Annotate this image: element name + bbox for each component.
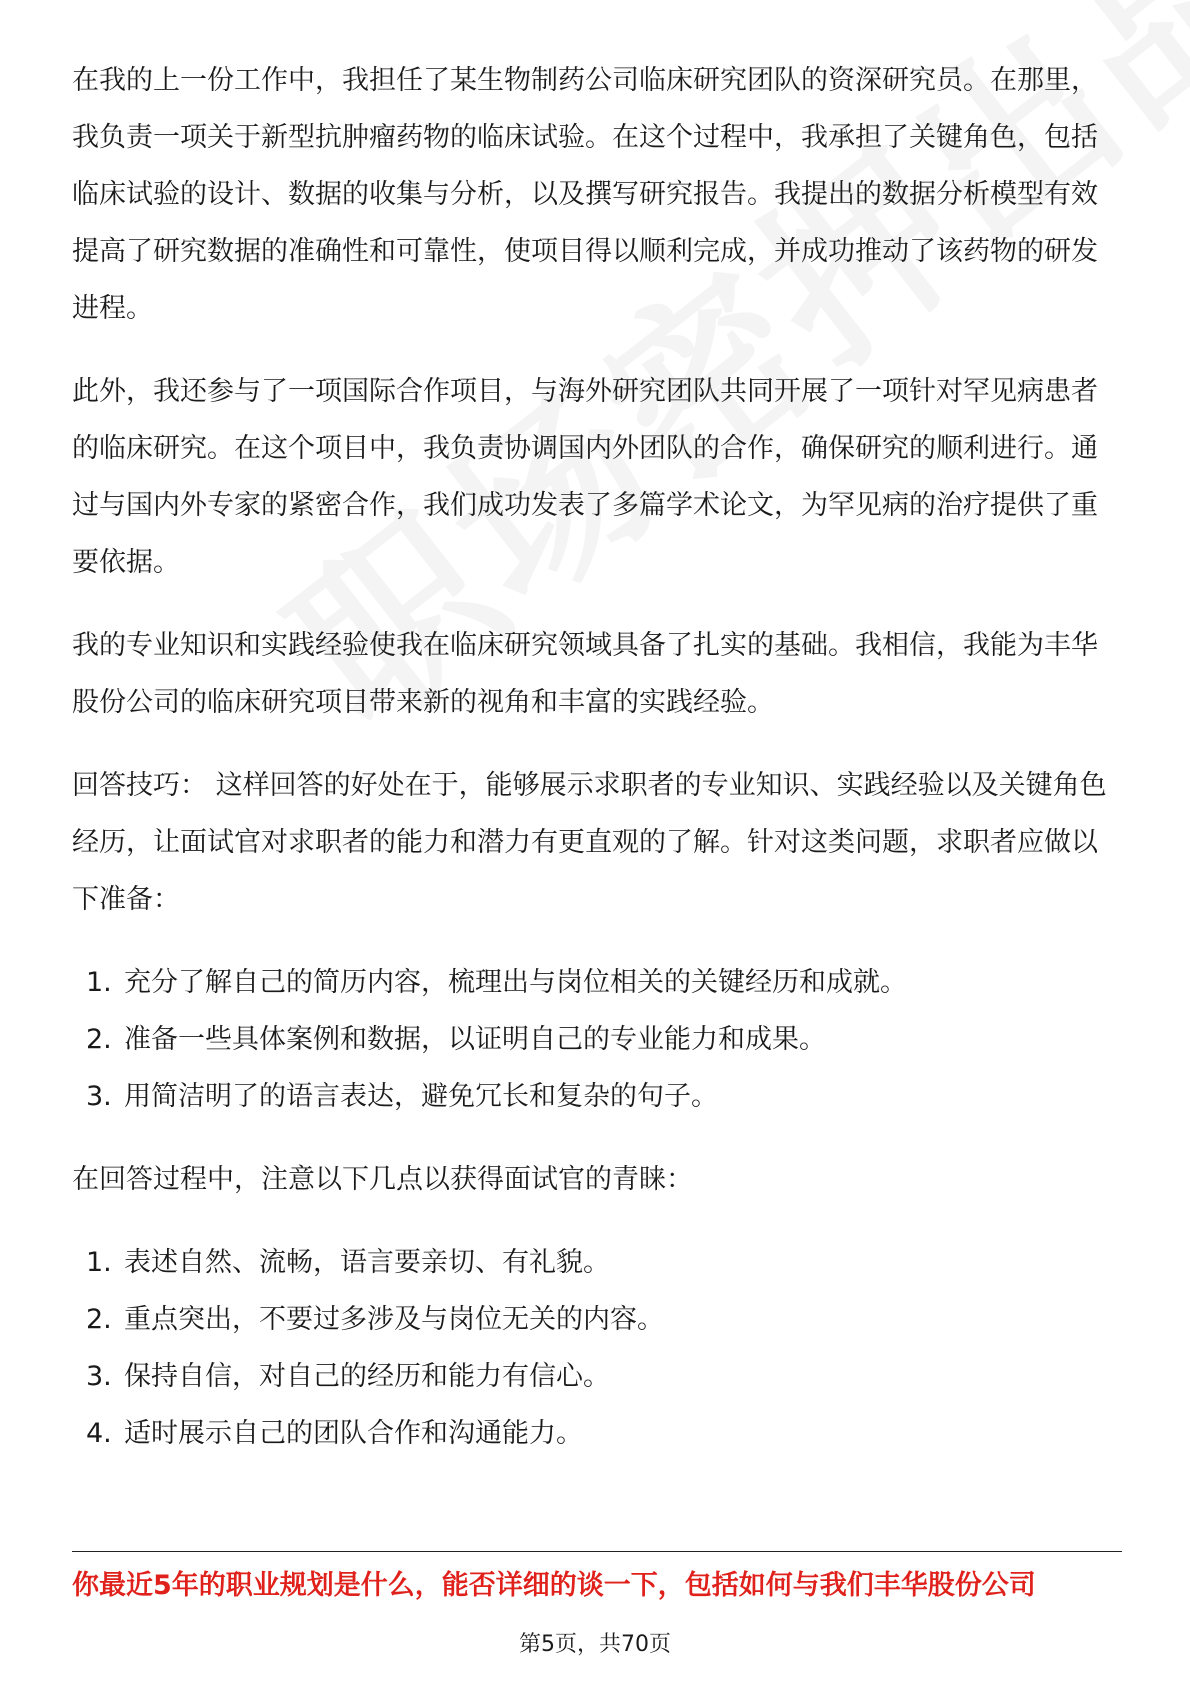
list-number: 2. xyxy=(86,1024,112,1055)
paragraph-expertise: 我的专业知识和实践经验使我在临床研究领域具备了扎实的基础。我相信，我能为丰华股份公司的临床研究项目带来新的视角和丰富的实践经验。 xyxy=(72,630,1098,718)
list-item xyxy=(72,1234,1122,1291)
list-item xyxy=(72,1348,1122,1405)
list-text: 充分了解自己的简历内容，梳理出与岗位相关的关键经历和成就。 xyxy=(124,967,907,998)
list-text: 适时展示自己的团队合作和沟通能力。 xyxy=(124,1418,583,1449)
list-number: 3. xyxy=(86,1081,112,1112)
section-divider xyxy=(72,1551,1122,1552)
paragraph-tips-intro: 在回答过程中，注意以下几点以获得面试官的青睐： xyxy=(72,1164,693,1195)
page-number: 第5页，共70页 xyxy=(519,1632,671,1657)
paragraph-answer-tips: 回答技巧： 这样回答的好处在于，能够展示求职者的专业知识、实践经验以及关键角色经历，让面试官对求职者的能力和潜力有更直观的了解。针对这类问题，求职者应做以下准备： xyxy=(72,770,1107,915)
list-number: 3. xyxy=(86,1361,112,1392)
tips-list xyxy=(72,1234,1122,1462)
paragraph-international-project: 此外，我还参与了一项国际合作项目，与海外研究团队共同开展了一项针对罕见病患者的临床研究。在这个项目中，我负责协调国内外团队的合作，确保研究的顺利进行。通过与国内外专家的紧密合作，我们成功发表了多篇学术论文，为罕见病的治疗提供了重要依据。 xyxy=(72,376,1098,578)
next-question-heading: 你最近5年的职业规划是什么，能否详细的谈一下，包括如何与我们丰华股份公司 xyxy=(72,1570,1036,1601)
list-number: 1. xyxy=(86,967,112,998)
list-text: 准备一些具体案例和数据，以证明自己的专业能力和成果。 xyxy=(124,1024,826,1055)
document-body xyxy=(72,52,1122,1488)
list-number: 1. xyxy=(86,1247,112,1278)
prep-list xyxy=(72,954,1122,1125)
list-item xyxy=(72,1011,1122,1068)
list-number: 4. xyxy=(86,1418,112,1449)
list-text: 用简洁明了的语言表达，避免冗长和复杂的句子。 xyxy=(124,1081,718,1112)
list-text: 重点突出，不要过多涉及与岗位无关的内容。 xyxy=(124,1304,664,1335)
list-text: 表述自然、流畅，语言要亲切、有礼貌。 xyxy=(124,1247,610,1278)
list-item xyxy=(72,1068,1122,1125)
paragraph-previous-job: 在我的上一份工作中，我担任了某生物制药公司临床研究团队的资深研究员。在那里，我负责一项关于新型抗肿瘤药物的临床试验。在这个过程中，我承担了关键角色，包括临床试验的设计、数据的收集与分析，以及撰写研究报告。我提出的数据分析模型有效提高了研究数据的准确性和可靠性，使项目得以顺利完成，并成功推动了该药物的研发进程。 xyxy=(72,65,1098,324)
list-text: 保持自信，对自己的经历和能力有信心。 xyxy=(124,1361,610,1392)
list-item xyxy=(72,954,1122,1011)
list-item xyxy=(72,1405,1122,1462)
list-number: 2. xyxy=(86,1304,112,1335)
list-item xyxy=(72,1291,1122,1348)
